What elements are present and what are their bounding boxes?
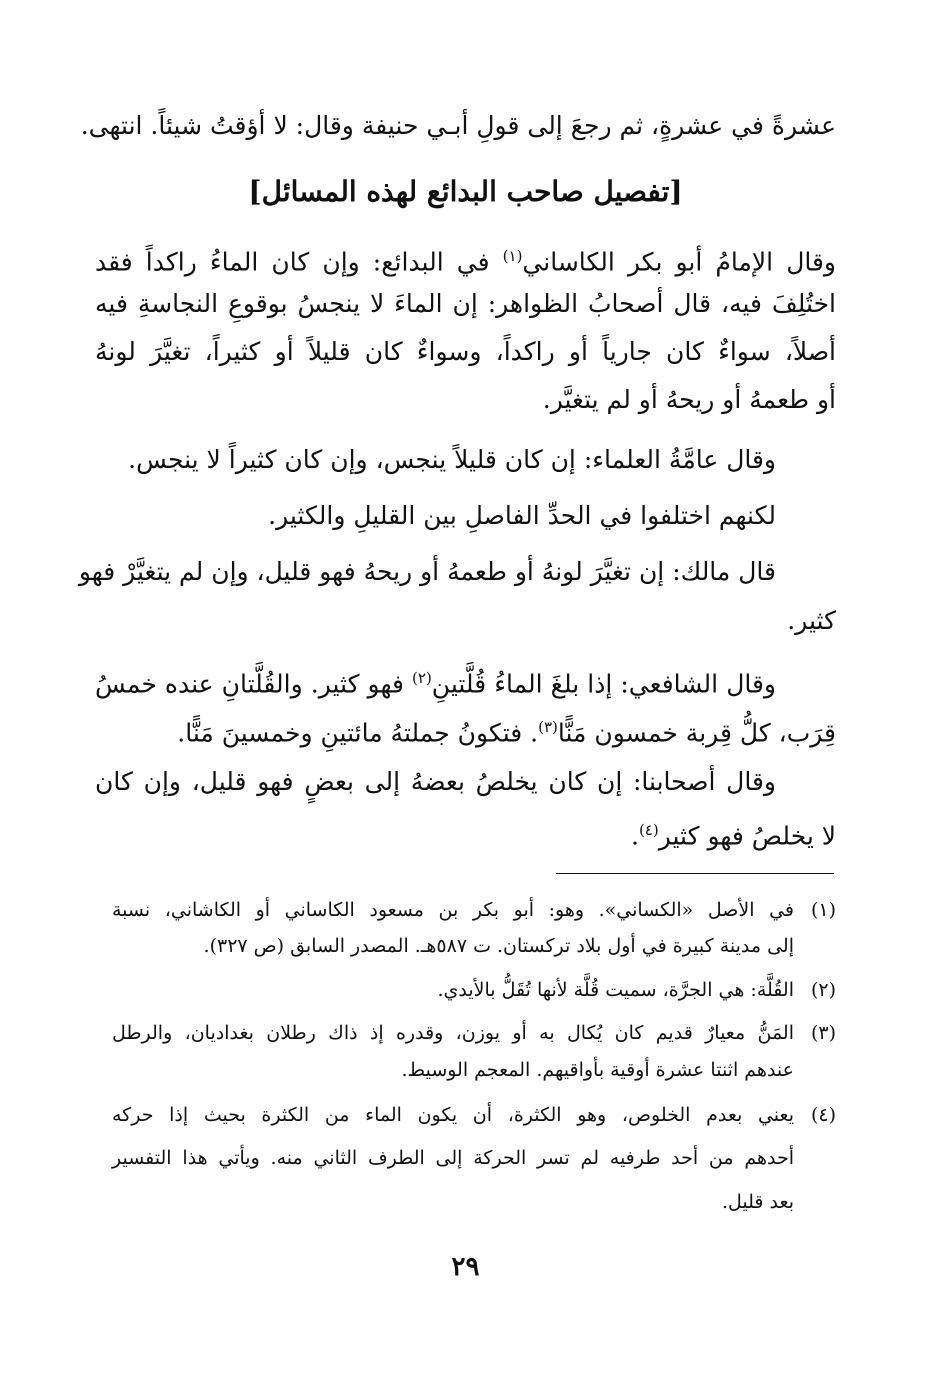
- footnote-separator: [556, 873, 834, 874]
- footnote-line: عندهم اثنتا عشرة أوقية بأواقيهم. المعجم الوسيط.: [401, 1059, 794, 1081]
- footnote-number: (٣): [810, 1022, 836, 1044]
- text-line: وقال أصحابنا: إن كان يخلصُ بعضهُ إلى بعضٍ فهو قليل، وإن كان: [95, 767, 776, 796]
- text-segment: لا يخلصُ فهو كثير: [658, 821, 836, 851]
- text-segment: . فتكونُ جملتهُ مائتينِ وخمسينَ مَنًّا.: [177, 718, 539, 748]
- footnote-number: (١): [810, 899, 836, 921]
- text-line: [95, 658, 776, 704]
- footnote-ref: (٤): [638, 821, 659, 839]
- text-segment: .: [630, 821, 639, 851]
- text-line: وقال عامَّةُ العلماء: إن كان قليلاً ينجس، وإن كان كثيراً لا ينجس.: [128, 445, 776, 474]
- footnote-line: في الأصل «الكساني». وهو: أبو بكر بن مسعود الكاساني أو الكاشاني، نسبة: [112, 899, 794, 921]
- footnote-number: (٢): [810, 979, 836, 1001]
- footnote-line: إلى مدينة كبيرة في أول بلاد تركستان. ت ٥٨٧هـ. المصدر السابق (ص ٣٢٧).: [203, 935, 794, 957]
- footnote-line: بعد قليل.: [721, 1191, 794, 1213]
- text-line: [631, 810, 836, 856]
- text-line: كثير.: [787, 606, 836, 635]
- section-heading: [تفصيل صاحب البدائع لهذه المسائل]: [248, 175, 683, 208]
- text-segment: في البدائع: وإن كان الماءُ راكداً فقد: [95, 247, 503, 277]
- footnote-ref: (٢): [412, 669, 432, 687]
- footnote-line: يعني بعدم الخلوص، وهو الكثرة، أن يكون الماء من الكثرة بحيث إذا حركه: [112, 1104, 794, 1126]
- footnote-line: القُلَّة: هي الجرَّة، سميت قُلَّة لأنها تُقَلُّ بالأيدي.: [437, 979, 794, 1001]
- text-line: اختُلِفَ فيه، قال أصحابُ الظواهر: إن الماءَ لا ينجسُ بوقوعِ النجاسةِ فيه: [95, 289, 836, 318]
- text-line: [177, 707, 836, 753]
- text-segment: قِرَب، كلُّ قِربة خمسون مَنًّا: [557, 718, 836, 748]
- text-segment: وقال الشافعي: إذا بلغَ الماءُ قُلَّتينِ: [431, 669, 776, 699]
- page-number: ٢٩: [451, 1252, 480, 1282]
- text-segment: وقال الإمامُ أبو بكر الكاساني: [522, 247, 836, 277]
- text-line: عشرةً في عشرةٍ، ثم رجعَ إلى قولِ أبـي حنيفة وقال: لا أؤقتُ شيئاً. انتهى.: [80, 111, 836, 140]
- footnote-ref: (١): [502, 247, 523, 265]
- text-segment: فهو كثير. والقُلَّتانِ عنده خمسُ: [95, 669, 413, 699]
- footnote-line: أحدهم من أحد طرفيه لم تسر الحركة إلى الطرف الثاني منه. ويأتي هذا التفسير: [112, 1147, 794, 1169]
- text-line: [95, 236, 836, 282]
- footnote-ref: (٣): [538, 718, 558, 736]
- text-line: أصلاً، سواءٌ كان جارياً أو راكداً، وسواءٌ كان قليلاً أو كثيراً، تغيَّرَ لونهُ: [95, 337, 836, 366]
- text-line: أو طعمهُ أو ريحهُ أو لم يتغيَّر.: [542, 385, 836, 414]
- text-line: قال مالك: إن تغيَّرَ لونهُ أو طعمهُ أو ريحهُ فهو قليل، وإن لم يتغيَّرْ فهو: [78, 557, 776, 586]
- footnote-line: المَنُّ معيارٌ قديم كان يُكال به أو يوزن، وقدره إذ ذاك رطلان بغداديان، والرطل: [112, 1022, 794, 1044]
- footnote-number: (٤): [810, 1104, 836, 1126]
- text-line: لكنهم اختلفوا في الحدِّ الفاصلِ بين القليلِ والكثير.: [268, 501, 776, 530]
